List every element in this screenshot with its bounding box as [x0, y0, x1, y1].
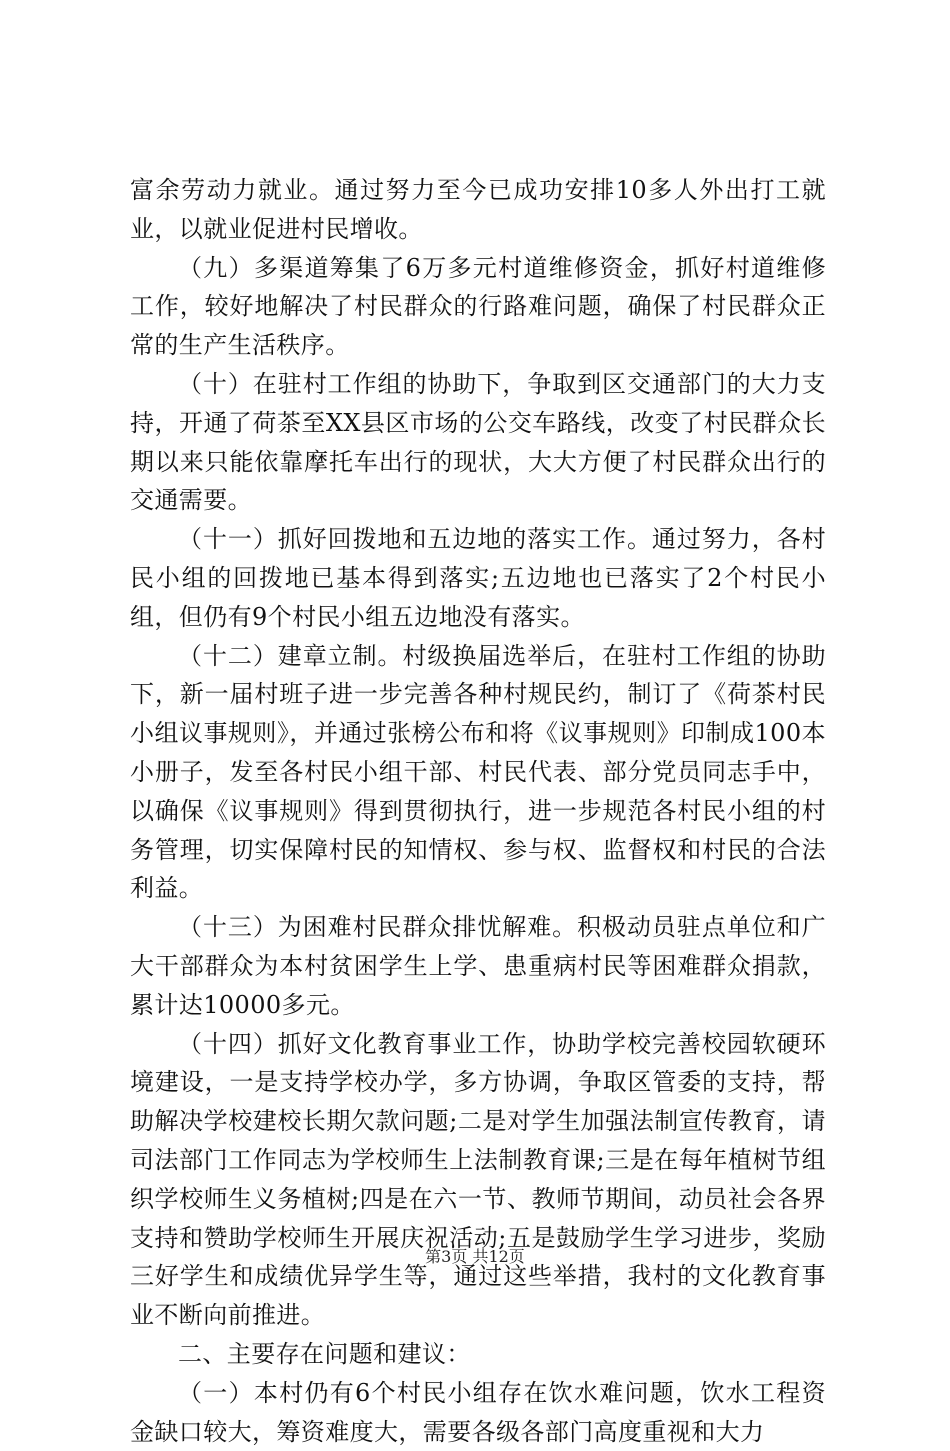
paragraph-item-13: （十三）为困难村民群众排忧解难。积极动员驻点单位和广大干部群众为本村贫困学生上学、患重病村民等困难群众捐款，累计达10000多元。: [130, 913, 826, 1019]
paragraph-item-14: （十四）抓好文化教育事业工作，协助学校完善校园软硬环境建设，一是支持学校办学，多方协调，争取区管委的支持，帮助解决学校建校长期欠款问题;二是对学生加强法制宣传教育，请司法部门工作同志为学校师生上法制教育课;三是在每年植树节组织学校师生义务植树;四是在六一节、教师节期间，动员社会各界支持和赞助学校师生开展庆祝活动;五是鼓励学生学习进步，奖励三好学生和成绩优异学生等，通过这些举措，我村的文化教育事业不断向前推进。: [130, 1029, 826, 1330]
page-number-footer: 第3页 共12页: [425, 1247, 525, 1266]
paragraph-item-12: （十二）建章立制。村级换届选举后，在驻村工作组的协助下，新一届村班子进一步完善各种村规民约，制订了《荷茶村民小组议事规则》，并通过张榜公布和将《议事规则》印制成100本小册子，发至各村民小组干部、村民代表、部分党员同志手中，以确保《议事规则》得到贯彻执行，进一步规范各村民小组的村务管理，切实保障村民的知情权、参与权、监督权和村民的合法利益。: [130, 641, 826, 903]
section-heading-problems: 二、主要存在问题和建议：: [178, 1339, 471, 1368]
paragraph-item-11: （十一）抓好回拨地和五边地的落实工作。通过努力，各村民小组的回拨地已基本得到落实;五边地也已落实了2个村民小组，但仍有9个村民小组五边地没有落实。: [130, 525, 826, 631]
paragraph-item-10: （十）在驻村工作组的协助下，争取到区交通部门的大力支持，开通了荷茶至XX县区市场的公交车路线，改变了村民群众长期以来只能依靠摩托车出行的现状，大大方便了村民群众出行的交通需要。: [130, 369, 826, 515]
paragraph-problem-1: （一）本村仍有6个村民小组存在饮水难问题，饮水工程资金缺口较大，筹资难度大，需要各级各部门高度重视和大力: [130, 1378, 826, 1446]
paragraph-item-9: （九）多渠道筹集了6万多元村道维修资金，抓好村道维修工作，较好地解决了村民群众的行路难问题，确保了村民群众正常的生产生活秩序。: [130, 253, 826, 360]
paragraph-employment-continued: 富余劳动力就业。通过努力至今已成功安排10多人外出打工就业，以就业促进村民增收。: [130, 176, 826, 243]
